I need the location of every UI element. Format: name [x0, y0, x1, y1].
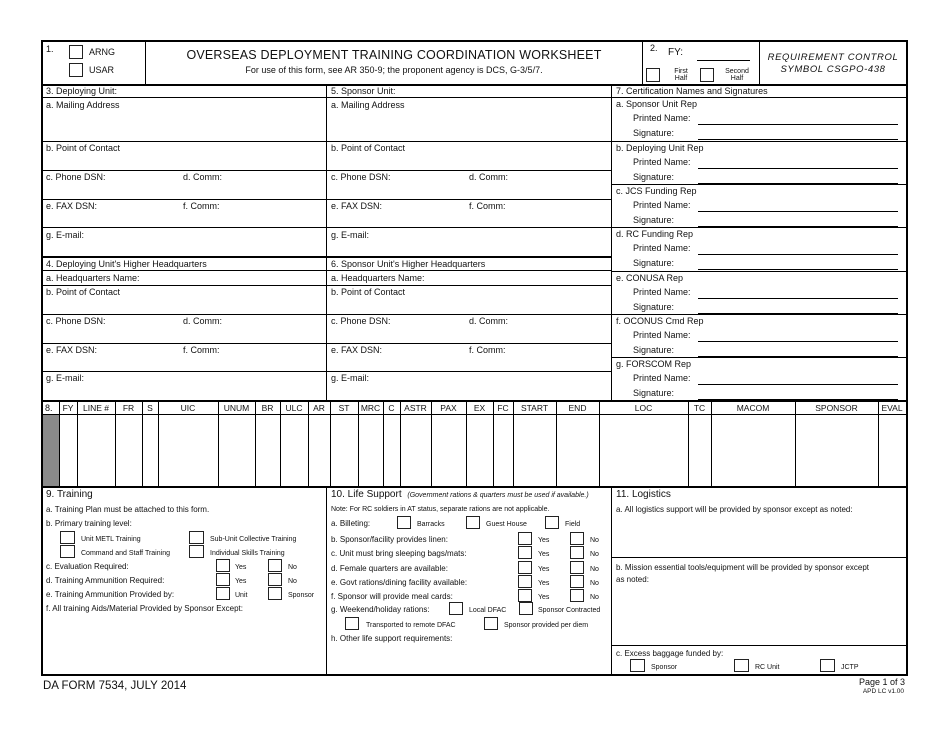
local-dfac-label: Local DFAC: [469, 607, 507, 614]
printed-name-label: Printed Name:: [633, 200, 691, 210]
sponsor-hq-poc-label: b. Point of Contact: [331, 287, 406, 297]
ammo-no-label: No: [288, 578, 297, 585]
cert-rep-label: a. Sponsor Unit Rep: [616, 99, 698, 109]
baggage-sponsor-checkbox[interactable]: [630, 659, 645, 672]
billeting-label: a. Billeting:: [331, 519, 371, 528]
row-rule: [41, 227, 611, 228]
divider: [145, 40, 146, 85]
excess-baggage-label: c. Excess baggage funded by:: [616, 649, 724, 658]
deploying-comm-label: d. Comm:: [183, 172, 223, 182]
column-header: FC: [497, 403, 509, 413]
life-support-c-label: c. Unit must bring sleeping bags/mats:: [331, 549, 467, 558]
signature-label: Signature:: [633, 215, 675, 225]
printed-name-label: Printed Name:: [633, 330, 691, 340]
ammo-yes-label: Yes: [235, 578, 247, 585]
life-support-e-yes-checkbox[interactable]: [518, 575, 532, 588]
life-support-d-yes-checkbox[interactable]: [518, 561, 532, 574]
life-support-f-yes-checkbox[interactable]: [518, 589, 532, 602]
per-diem-label: Sponsor provided per diem: [504, 622, 589, 629]
first-half-checkbox[interactable]: [646, 68, 660, 82]
grid-cell[interactable]: [384, 415, 400, 486]
baggage-sponsor-label: Sponsor: [651, 664, 678, 671]
field-checkbox[interactable]: [545, 516, 559, 529]
life-support-e-no-checkbox[interactable]: [570, 575, 584, 588]
sponsor-hq-name-label: a. Headquarters Name:: [331, 273, 425, 283]
item-number: 8.: [45, 403, 53, 413]
column-header: FY: [62, 403, 74, 413]
column-header: LINE #: [83, 403, 109, 413]
page-number: Page 1 of 3: [858, 677, 905, 687]
column-header: LOC: [634, 403, 653, 413]
item-number: 2.: [650, 43, 658, 53]
usar-label: USAR: [89, 65, 115, 75]
frame-bottom: [41, 674, 908, 676]
life-support-b-no-checkbox[interactable]: [570, 532, 584, 545]
row-rule: [611, 97, 906, 98]
weekend-rations-label: g. Weekend/holiday rations:: [331, 605, 430, 614]
signature-label: Signature:: [633, 388, 675, 398]
grid-cell[interactable]: [467, 415, 493, 486]
column-header: SPONSOR: [815, 403, 858, 413]
training-aids-label: f. All training Aids/Material Provided by Sponsor Except:: [46, 604, 243, 613]
sponsor-hq-fax-label: e. FAX DSN:: [331, 345, 383, 355]
other-life-support-label: h. Other life support requirements:: [331, 634, 453, 643]
sponsor-email-label: g. E-mail:: [331, 230, 370, 240]
printed-name-input[interactable]: [698, 168, 898, 169]
printed-name-label: Printed Name:: [633, 373, 691, 383]
row-rule: [611, 314, 906, 315]
ammo-unit-label: Unit: [235, 592, 248, 599]
yes-label: Yes: [538, 594, 550, 601]
sponsor-hq-comm-label: d. Comm:: [469, 316, 509, 326]
column-header: START: [520, 403, 549, 413]
column-header: ASTR: [404, 403, 427, 413]
row-rule: [41, 371, 611, 372]
column-header: EVAL: [881, 403, 903, 413]
section-4-title: 4. Deploying Unit's Higher Headquarters: [46, 259, 207, 269]
column-header: MRC: [360, 403, 381, 413]
row-rule: [611, 645, 906, 646]
grid-cell[interactable]: [60, 415, 77, 486]
grid-cell[interactable]: [712, 415, 795, 486]
column-header: MACOM: [736, 403, 770, 413]
grid-cell[interactable]: [879, 415, 906, 486]
signature-input[interactable]: [698, 269, 898, 270]
divider: [326, 85, 327, 400]
row-rule: [611, 184, 906, 185]
row-selector-shade: [43, 415, 59, 486]
grid-cell[interactable]: [143, 415, 158, 486]
sponsor-mailing-address-label: a. Mailing Address: [331, 100, 405, 110]
cert-rep-label: e. CONUSA Rep: [616, 273, 684, 283]
life-support-d-no-checkbox[interactable]: [570, 561, 584, 574]
life-support-f-no-checkbox[interactable]: [570, 589, 584, 602]
sponsor-contracted-checkbox[interactable]: [519, 602, 533, 615]
frame-top: [41, 40, 907, 42]
ammo-unit-checkbox[interactable]: [216, 587, 230, 600]
life-support-b-yes-checkbox[interactable]: [518, 532, 532, 545]
cert-rep-label: d. RC Funding Rep: [616, 229, 694, 239]
mission-tools-label: b. Mission essential tools/equipment will be provided by sponsor except: [616, 563, 870, 572]
deploying-hq-comm-label: d. Comm:: [183, 316, 223, 326]
deploying-hq-fax-comm-label: f. Comm:: [183, 345, 220, 355]
form-number: DA FORM 7534, JULY 2014: [43, 680, 187, 692]
frame-right: [906, 40, 908, 676]
remote-dfac-checkbox[interactable]: [345, 617, 359, 630]
deploying-email-label: g. E-mail:: [46, 230, 85, 240]
row-rule: [41, 285, 611, 286]
primary-training-level-label: b. Primary training level:: [46, 519, 132, 528]
command-staff-label: Command and Staff Training: [81, 550, 170, 557]
divider: [611, 85, 612, 400]
no-label: No: [590, 551, 599, 558]
cert-rep-label: g. FORSCOM Rep: [616, 359, 692, 369]
column-header: C: [388, 403, 395, 413]
column-header: ST: [338, 403, 350, 413]
unit-metl-label: Unit METL Training: [81, 536, 141, 543]
grid-cell[interactable]: [514, 415, 556, 486]
version-label: APD LC v1.00: [862, 688, 904, 695]
grid-cell[interactable]: [281, 415, 308, 486]
row-rule: [41, 97, 611, 98]
life-support-b-label: b. Sponsor/facility provides linen:: [331, 535, 448, 544]
life-support-c-no-checkbox[interactable]: [570, 546, 584, 559]
grid-cell[interactable]: [159, 415, 218, 486]
baggage-jctp-label: JCTP: [841, 664, 859, 671]
row-rule: [611, 141, 906, 142]
deploying-fax-dsn-label: e. FAX DSN:: [46, 201, 98, 211]
row-rule: [41, 256, 611, 258]
yes-label: Yes: [538, 537, 550, 544]
individual-skills-label: Individual Skills Training: [210, 550, 285, 557]
yes-label: Yes: [538, 551, 550, 558]
deploying-hq-poc-label: b. Point of Contact: [46, 287, 121, 297]
sponsor-poc-label: b. Point of Contact: [331, 143, 406, 153]
first-half-label: First Half: [674, 68, 688, 82]
divider: [611, 487, 612, 675]
deploying-fax-comm-label: f. Comm:: [183, 201, 220, 211]
baggage-rc-unit-label: RC Unit: [755, 664, 780, 671]
no-label: No: [590, 537, 599, 544]
mission-tools-label-cont: as noted:: [616, 575, 649, 584]
grid-cell[interactable]: [359, 415, 383, 486]
row-rule: [41, 343, 611, 344]
grid-cell[interactable]: [256, 415, 280, 486]
printed-name-input[interactable]: [698, 254, 898, 255]
life-support-c-yes-checkbox[interactable]: [518, 546, 532, 559]
cert-rep-label: b. Deploying Unit Rep: [616, 143, 704, 153]
row-rule: [611, 227, 906, 228]
row-rule: [41, 400, 907, 402]
printed-name-input[interactable]: [698, 384, 898, 385]
life-support-f-label: f. Sponsor will provide meal cards:: [331, 592, 453, 601]
ammo-provided-label: e. Training Ammunition Provided by:: [46, 590, 175, 599]
section-11-title: 11. Logistics: [616, 489, 671, 500]
section-5-title: 5. Sponsor Unit:: [331, 86, 396, 96]
sponsor-fax-comm-label: f. Comm:: [469, 201, 506, 211]
sponsor-hq-fax-comm-label: f. Comm:: [469, 345, 506, 355]
ammo-yes-checkbox[interactable]: [216, 573, 230, 586]
section-7-title: 7. Certification Names and Signatures: [616, 86, 768, 96]
column-header: PAX: [440, 403, 457, 413]
deploying-hq-phone-label: c. Phone DSN:: [46, 316, 106, 326]
column-header: ULC: [285, 403, 303, 413]
column-header: END: [568, 403, 587, 413]
deploying-hq-fax-label: e. FAX DSN:: [46, 345, 98, 355]
header-bottom-rule: [41, 84, 907, 86]
guest-house-checkbox[interactable]: [466, 516, 480, 529]
field-label: Field: [565, 521, 581, 528]
column-header: BR: [261, 403, 274, 413]
sponsor-phone-dsn-label: c. Phone DSN:: [331, 172, 391, 182]
life-support-d-label: d. Female quarters are available:: [331, 564, 448, 573]
cert-rep-label: f. OCONUS Cmd Rep: [616, 316, 704, 326]
individual-skills-checkbox[interactable]: [189, 545, 204, 558]
row-rule: [41, 314, 611, 315]
column-header: FR: [122, 403, 135, 413]
evaluation-yes-checkbox[interactable]: [216, 559, 230, 572]
signature-label: Signature:: [633, 345, 675, 355]
row-rule: [611, 557, 906, 558]
grid-cell[interactable]: [796, 415, 878, 486]
command-staff-checkbox[interactable]: [60, 545, 75, 558]
second-half-label: Second Half: [725, 68, 749, 82]
grid-cell[interactable]: [78, 415, 115, 486]
remote-dfac-label: Transported to remote DFAC: [366, 622, 456, 629]
divider: [642, 40, 643, 85]
barracks-checkbox[interactable]: [397, 516, 411, 529]
row-rule: [611, 357, 906, 358]
row-rule: [611, 271, 906, 272]
rc-rations-note: Note: For RC soldiers in AT status, separate rations are not applicable.: [331, 506, 550, 513]
grid-cell[interactable]: [432, 415, 466, 486]
baggage-jctp-checkbox[interactable]: [820, 659, 835, 672]
section-9-title: 9. Training: [46, 489, 93, 500]
form-subtitle: For use of this form, see AR 350-9; the proponent agency is DCS, G-3/5/7.: [245, 65, 543, 75]
grid-cell[interactable]: [494, 415, 513, 486]
column-header: UNUM: [223, 403, 250, 413]
baggage-rc-unit-checkbox[interactable]: [734, 659, 749, 672]
signature-input[interactable]: [698, 139, 898, 140]
column-header: S: [147, 403, 153, 413]
signature-label: Signature:: [633, 128, 675, 138]
guest-house-label: Guest House: [486, 521, 527, 528]
arng-checkbox[interactable]: [69, 45, 83, 59]
signature-input[interactable]: [698, 226, 898, 227]
deploying-hq-name-label: a. Headquarters Name:: [46, 273, 140, 283]
grid-cell[interactable]: [689, 415, 711, 486]
row-rule: [41, 170, 611, 171]
sponsor-comm-label: d. Comm:: [469, 172, 509, 182]
deploying-phone-dsn-label: c. Phone DSN:: [46, 172, 106, 182]
sponsor-hq-phone-label: c. Phone DSN:: [331, 316, 391, 326]
evaluation-required-label: c. Evaluation Required:: [46, 562, 129, 571]
row-rule: [41, 270, 611, 271]
usar-checkbox[interactable]: [69, 63, 83, 77]
frame-left: [41, 40, 43, 676]
column-header: AR: [313, 403, 325, 413]
column-header: UIC: [180, 403, 196, 413]
grid-cell[interactable]: [331, 415, 358, 486]
column-header: TC: [693, 403, 706, 413]
cert-rep-label: c. JCS Funding Rep: [616, 186, 697, 196]
no-label: No: [590, 594, 599, 601]
printed-name-input[interactable]: [698, 341, 898, 342]
signature-input[interactable]: [698, 313, 898, 314]
row-rule: [41, 486, 907, 488]
form-title: OVERSEAS DEPLOYMENT TRAINING COORDINATION WORKSHEET: [186, 48, 602, 62]
sponsor-contracted-label: Sponsor Contracted: [538, 607, 601, 614]
divider: [326, 487, 327, 675]
unit-metl-checkbox[interactable]: [60, 531, 75, 544]
ammo-sponsor-checkbox[interactable]: [268, 587, 282, 600]
signature-input[interactable]: [698, 399, 898, 400]
requirement-control-symbol: REQUIREMENT CONTROL SYMBOL CSGPO-438: [767, 52, 899, 75]
signature-label: Signature:: [633, 258, 675, 268]
printed-name-label: Printed Name:: [633, 287, 691, 297]
ammo-required-label: d. Training Ammunition Required:: [46, 576, 165, 585]
signature-label: Signature:: [633, 172, 675, 182]
no-label: No: [590, 566, 599, 573]
second-half-checkbox[interactable]: [700, 68, 714, 82]
sub-unit-collective-checkbox[interactable]: [189, 531, 204, 544]
per-diem-checkbox[interactable]: [484, 617, 498, 630]
deploying-mailing-address-label: a. Mailing Address: [46, 100, 120, 110]
evaluation-no-checkbox[interactable]: [268, 559, 282, 572]
sub-unit-collective-label: Sub-Unit Collective Training: [210, 536, 297, 543]
grid-cell[interactable]: [557, 415, 599, 486]
printed-name-input[interactable]: [698, 298, 898, 299]
sponsor-fax-dsn-label: e. FAX DSN:: [331, 201, 383, 211]
signature-label: Signature:: [633, 302, 675, 312]
printed-name-label: Printed Name:: [633, 157, 691, 167]
section-6-title: 6. Sponsor Unit's Higher Headquarters: [331, 259, 486, 269]
life-support-e-label: e. Govt rations/dining facility available:: [331, 578, 468, 587]
sponsor-hq-email-label: g. E-mail:: [331, 373, 370, 383]
row-rule: [41, 141, 611, 142]
section-3-title: 3. Deploying Unit:: [46, 86, 118, 96]
section-10-title: 10. Life Support (Government rations & quarters must be used if available.): [331, 489, 589, 500]
ammo-sponsor-label: Sponsor: [288, 592, 315, 599]
printed-name-input[interactable]: [698, 211, 898, 212]
evaluation-yes-label: Yes: [235, 564, 247, 571]
no-label: No: [590, 580, 599, 587]
grid-cell[interactable]: [401, 415, 431, 486]
ammo-no-checkbox[interactable]: [268, 573, 282, 586]
printed-name-input[interactable]: [698, 124, 898, 125]
printed-name-label: Printed Name:: [633, 243, 691, 253]
local-dfac-checkbox[interactable]: [449, 602, 463, 615]
column-header: EX: [473, 403, 486, 413]
deploying-poc-label: b. Point of Contact: [46, 143, 121, 153]
arng-label: ARNG: [89, 47, 116, 57]
training-plan-note: a. Training Plan must be attached to this form.: [46, 505, 210, 514]
fy-input[interactable]: [697, 60, 750, 61]
printed-name-label: Printed Name:: [633, 113, 691, 123]
yes-label: Yes: [538, 580, 550, 587]
grid-cell[interactable]: [219, 415, 255, 486]
signature-input[interactable]: [698, 183, 898, 184]
fy-label: FY:: [668, 47, 684, 58]
barracks-label: Barracks: [417, 521, 445, 528]
signature-input[interactable]: [698, 356, 898, 357]
logistics-support-label: a. All logistics support will be provided by sponsor except as noted:: [616, 505, 853, 514]
evaluation-no-label: No: [288, 564, 297, 571]
deploying-hq-email-label: g. E-mail:: [46, 373, 85, 383]
grid-cell[interactable]: [309, 415, 330, 486]
row-rule: [41, 199, 611, 200]
yes-label: Yes: [538, 566, 550, 573]
column-divider: [906, 401, 907, 487]
grid-cell[interactable]: [116, 415, 142, 486]
item-number: 1.: [46, 44, 54, 54]
grid-cell[interactable]: [600, 415, 688, 486]
